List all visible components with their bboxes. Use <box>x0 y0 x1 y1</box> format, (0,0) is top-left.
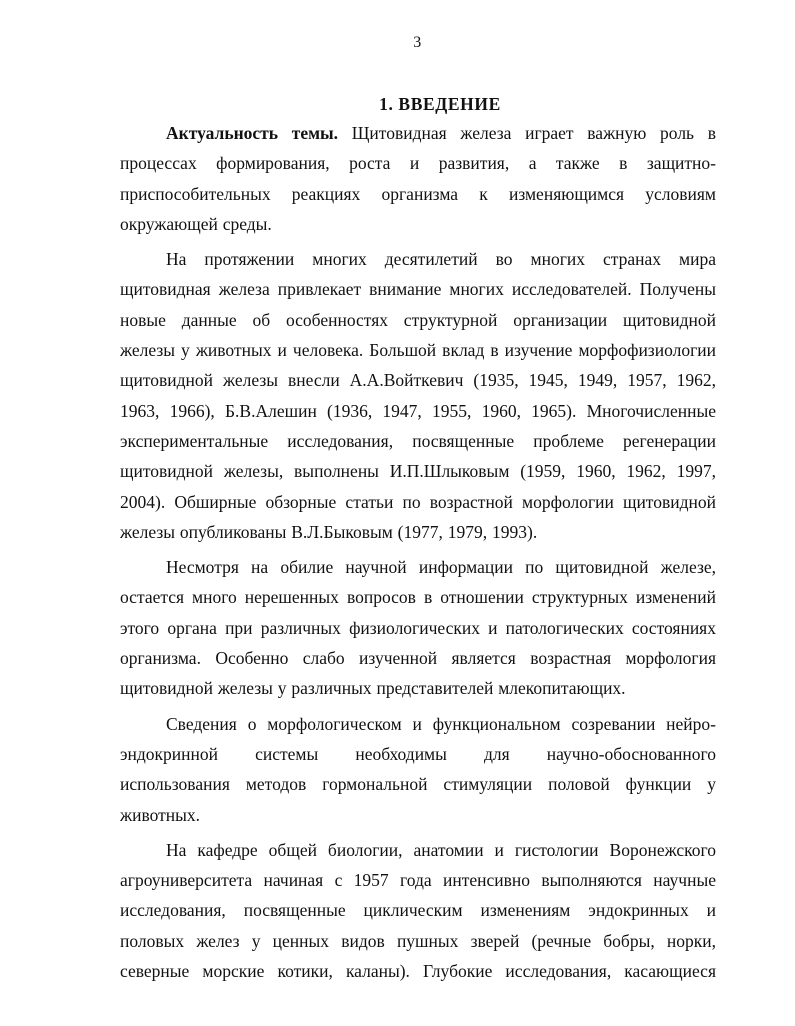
paragraph-2-line-2: щитовидная железа привлекает внимание многих исследователей. Получены <box>120 279 716 300</box>
paragraph-3-line-1: Несмотря на обилие научной информации по щитовидной железе, <box>166 557 716 578</box>
paragraph-1-line-1: Актуальность темы. Щитовидная железа играет важную роль в <box>166 123 716 143</box>
paragraph-2-line-4: железы у животных и человека. Большой вклад в изучение морфофизиологии <box>120 340 716 361</box>
paragraph-2-line-7: экспериментальные исследования, посвященные проблеме регенерации <box>120 430 716 451</box>
paragraph-3-line-4: организма. Особенно слабо изученной является возрастная морфология <box>120 648 716 669</box>
body-text <box>120 118 716 986</box>
paragraph-1-line-4: окружающей среды. <box>120 213 272 234</box>
section-heading: 1. ВВЕДЕНИЕ <box>379 94 501 114</box>
paragraph-2-line-6: 1963, 1966), Б.В.Алешин (1936, 1947, 1955, 1960, 1965). Многочисленные <box>120 400 716 421</box>
paragraph-1-line-3: приспособительных реакциях организма к изменяющимся условиям <box>120 183 716 204</box>
paragraph-5-line-4: половых желез у ценных видов пушных зверей (речные бобры, норки, <box>120 930 716 951</box>
paragraph-4-line-3: использования методов гормональной стимуляции половой функции у <box>120 774 716 795</box>
paragraph-2-line-3: новые данные об особенностях структурной организации щитовидной <box>120 309 716 330</box>
paragraph-2-line-5: щитовидной железы внесли А.А.Войткевич (1935, 1945, 1949, 1957, 1962, <box>120 370 716 391</box>
paragraph-3-line-5: щитовидной железы у различных представителей млекопитающих. <box>120 678 626 699</box>
paragraph-5-line-1: На кафедре общей биологии, анатомии и гистологии Воронежского <box>166 839 716 860</box>
paragraph-5-line-5: северные морские котики, каланы). Глубокие исследования, касающиеся <box>120 961 716 982</box>
paragraph-2-line-10: железы опубликованы В.Л.Быковым (1977, 1979, 1993). <box>120 521 538 542</box>
paragraph-2-line-8: щитовидной железы, выполнены И.П.Шлыковым (1959, 1960, 1962, 1997, <box>120 461 716 482</box>
topic-lead: Актуальность темы. <box>166 123 339 143</box>
paragraph-2-line-9: 2004). Обширные обзорные статьи по возрастной морфологии щитовидной <box>120 491 716 512</box>
paragraph-2-line-1: На протяжении многих десятилетий во многих странах мира <box>166 249 716 270</box>
paragraph-4-line-4: животных. <box>120 804 201 825</box>
paragraph-3-line-3: этого органа при различных физиологических и патологических состояниях <box>120 617 716 638</box>
paragraph-4-line-2: эндокринной системы необходимы для научно-обоснованного <box>120 743 716 764</box>
paragraph-1-line-2: процессах формирования, роста и развития, а также в защитно- <box>120 153 716 174</box>
paragraph-5-line-3: исследования, посвященные циклическим изменениям эндокринных и <box>120 900 716 921</box>
paragraph-3-line-2: остается много нерешенных вопросов в отношении структурных изменений <box>120 587 716 608</box>
paragraph-4-line-1: Сведения о морфологическом и функциональном созревании нейро- <box>166 713 716 734</box>
page-number: 3 <box>413 34 422 51</box>
paragraph-5-line-2: агроуниверситета начиная с 1957 года интенсивно выполняются научные <box>120 870 716 891</box>
